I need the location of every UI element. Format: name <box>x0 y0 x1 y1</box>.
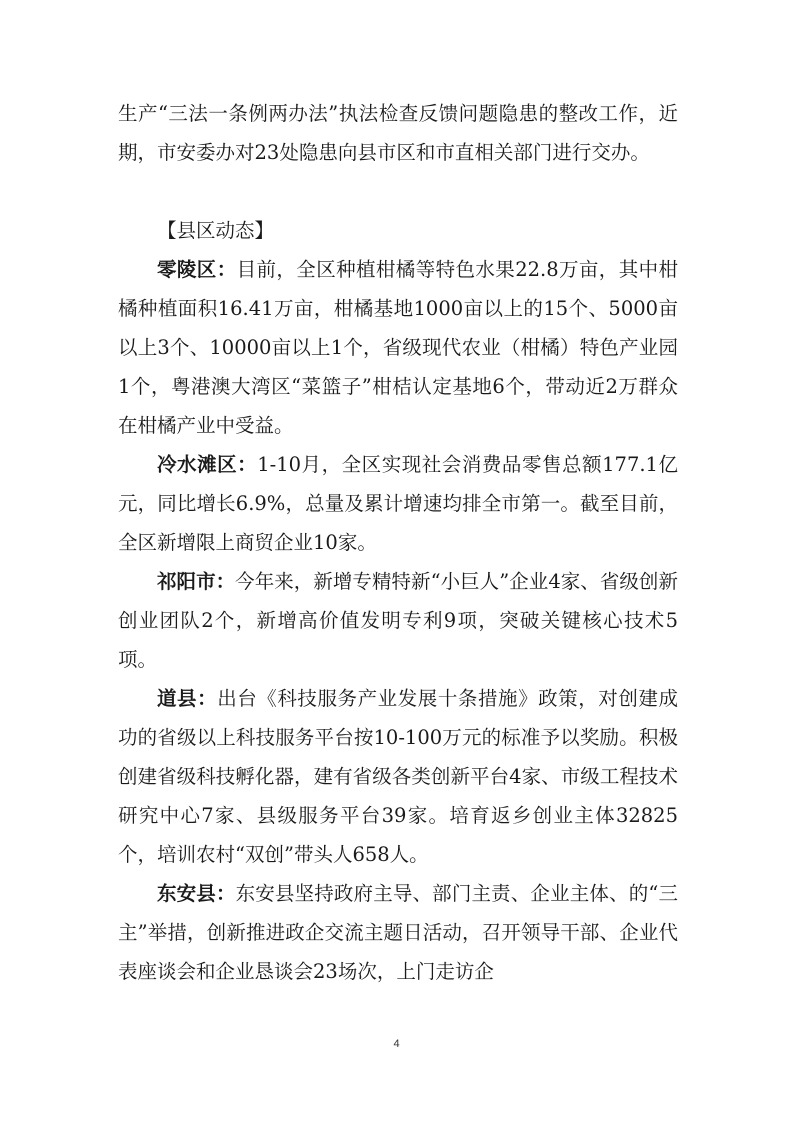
county-name: 零陵区： <box>157 258 237 281</box>
county-name: 祁阳市： <box>157 570 236 593</box>
county-text: 出台《科技服务产业发展十条措施》政策，对创建成功的省级以上科技服务平台按10-100万元的标准予以奖励。积极创建省级科技孵化器，建有省级各类创新平台4家、市级工程技术研究中心7家、县级服务平台39家。培育返乡创业主体32825个，培训农村“双创”带头人658人。 <box>118 687 678 866</box>
county-item-qiyang <box>118 562 678 679</box>
county-item-daoxian <box>118 679 678 874</box>
section-title: 【县区动态】 <box>157 219 275 242</box>
page-number: 4 <box>393 1038 400 1050</box>
county-text: 东安县坚持政府主导、部门主责、企业主体、的“三主”举措，创新推进政企交流主题日活动，召开领导干部、企业代表座谈会和企业恳谈会23场次，上门走访企 <box>118 882 678 983</box>
county-item-lingling <box>118 250 678 445</box>
intro-paragraph: 生产“三法一条例两办法”执法检查反馈问题隐患的整改工作，近期，市安委办对23处隐患向县市区和市直相关部门进行交办。 <box>118 102 678 164</box>
county-text: 今年来，新增专精特新“小巨人”企业4家、省级创新创业团队2个，新增高价值发明专利9项，突破关键核心技术5项。 <box>118 570 678 671</box>
county-name: 道县： <box>157 687 218 710</box>
county-item-lengshuitan <box>118 445 678 562</box>
county-name: 东安县： <box>157 882 236 905</box>
county-text: 目前，全区种植柑橘等特色水果22.8万亩，其中柑橘种植面积16.41万亩，柑橘基地1000亩以上的15个、5000亩以上3个、10000亩以上1个，省级现代农业（柑橘）特色产业园1个，粤港澳大湾区“菜篮子”柑桔认定基地6个，带动近2万群众在柑橘产业中受益。 <box>118 258 678 437</box>
county-item-dongan <box>118 874 678 991</box>
county-name: 冷水滩区： <box>157 453 258 476</box>
county-text: 1-10月，全区实现社会消费品零售总额177.1亿元，同比增长6.9%，总量及累计增速均排全市第一。截至目前，全区新增限上商贸企业10家。 <box>118 453 678 554</box>
document-body <box>118 94 678 991</box>
